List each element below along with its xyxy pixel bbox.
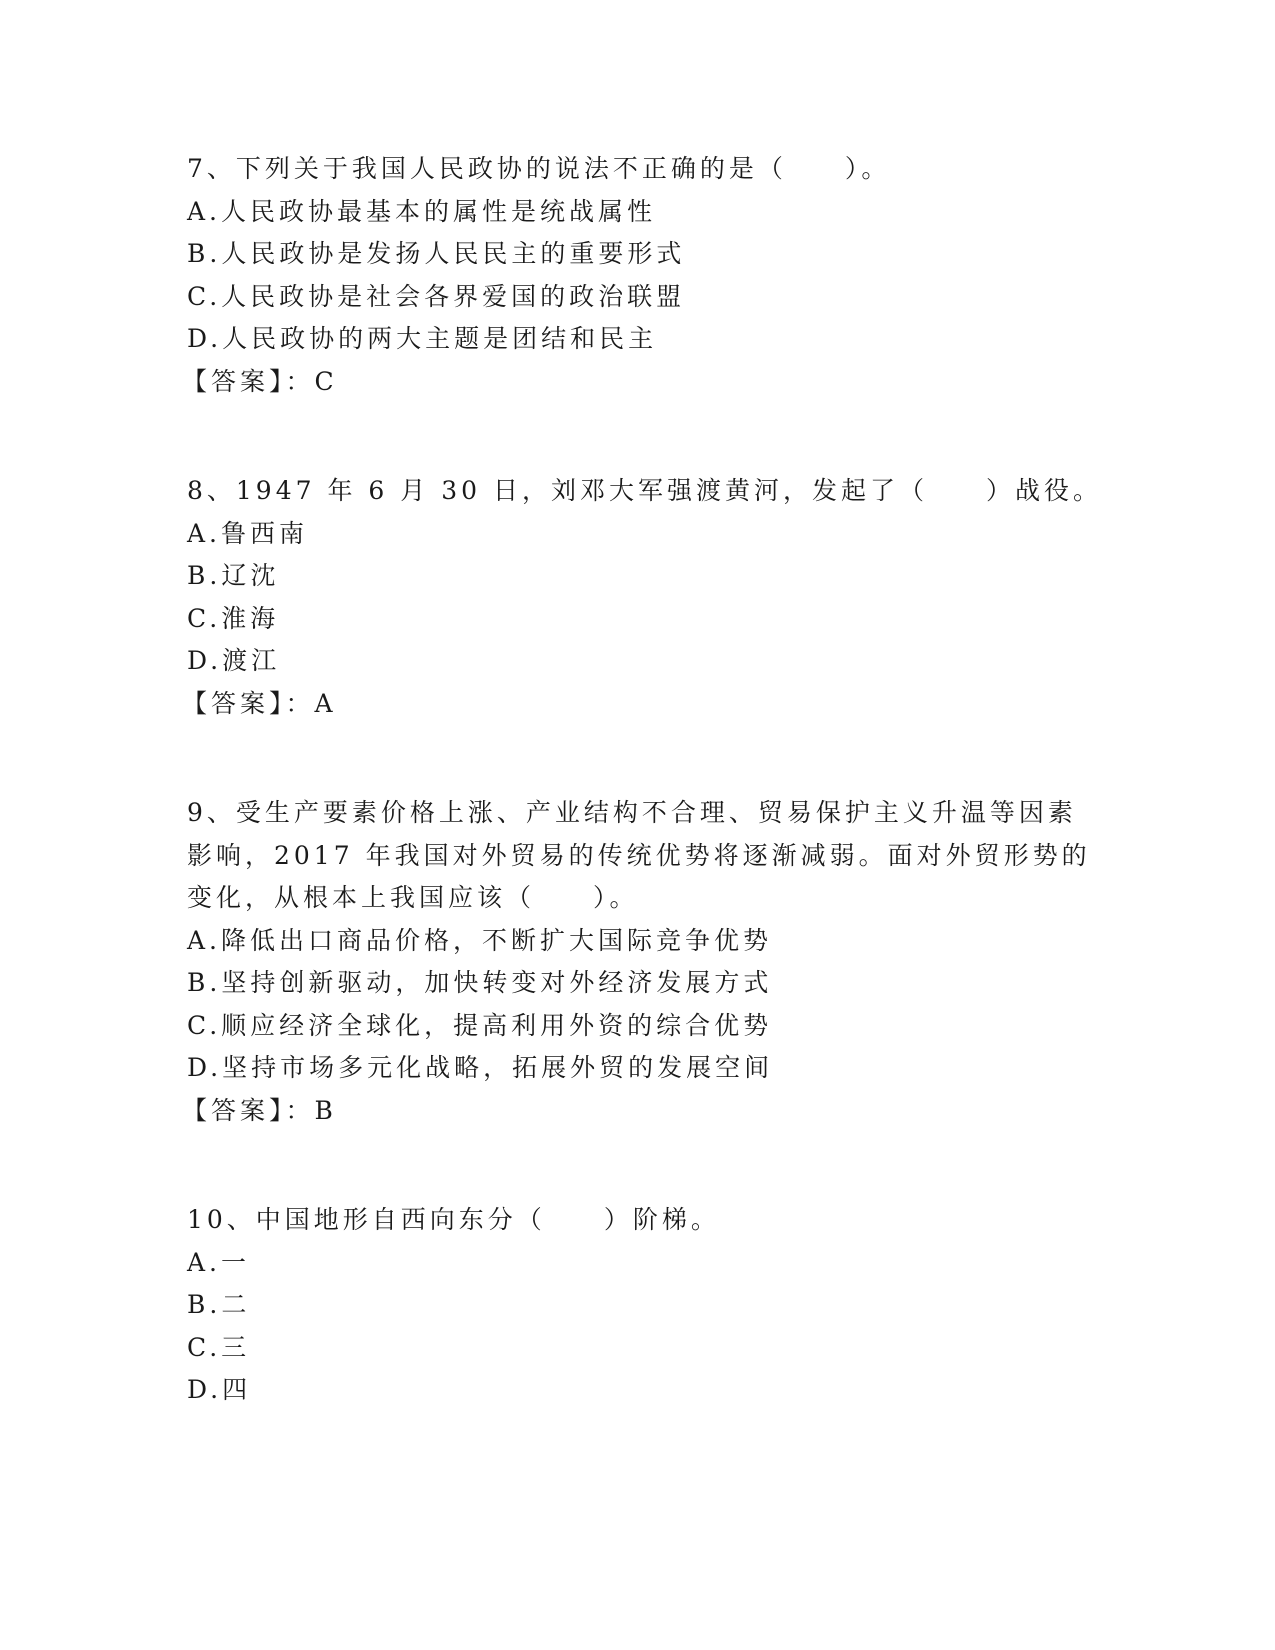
answer-line: 【答案】：C [182,366,338,396]
option-a: A.鲁西南 [187,518,309,548]
question-9 [182,792,1091,1132]
option-c: C.顺应经济全球化，提高利用外资的综合优势 [187,1010,773,1040]
option-d: D.人民政协的两大主题是团结和民主 [187,324,658,353]
option-c: C.淮海 [187,603,280,633]
answer-line: 【答案】：A [182,688,337,718]
option-d: D.渡江 [187,646,281,675]
question-10 [187,1199,1087,1412]
option-c: C.三 [187,1332,251,1362]
question-stem-line-3: 变化，从根本上我国应该（ ）。 [187,883,639,912]
question-7 [182,148,1087,403]
question-8 [182,470,1102,725]
answer-line: 【答案】：B [182,1095,337,1125]
option-a: A.人民政协最基本的属性是统战属性 [187,196,657,226]
question-stem: 7、下列关于我国人民政协的说法不正确的是（ ）。 [187,154,891,183]
option-b: B.二 [187,1290,251,1319]
option-a: A.降低出口商品价格，不断扩大国际竞争优势 [187,925,773,955]
question-stem: 8、1947 年 6 月 30 日，刘邓大军强渡黄河，发起了（ ）战役。 [187,476,1102,505]
question-stem-line-1: 9、受生产要素价格上涨、产业结构不合理、贸易保护主义升温等因素 [187,798,1077,827]
question-stem-line-2: 影响，2017 年我国对外贸易的传统优势将逐渐减弱。面对外贸形势的 [187,840,1091,870]
option-d: D.坚持市场多元化战略，拓展外贸的发展空间 [187,1053,774,1082]
option-b: B.辽沈 [187,561,280,590]
option-b: B.坚持创新驱动，加快转变对外经济发展方式 [187,968,773,997]
question-stem: 10、中国地形自西向东分（ ）阶梯。 [187,1205,720,1234]
option-b: B.人民政协是发扬人民民主的重要形式 [187,239,686,268]
option-c: C.人民政协是社会各界爱国的政治联盟 [187,281,686,311]
option-a: A.一 [187,1247,251,1277]
option-d: D.四 [187,1375,252,1404]
